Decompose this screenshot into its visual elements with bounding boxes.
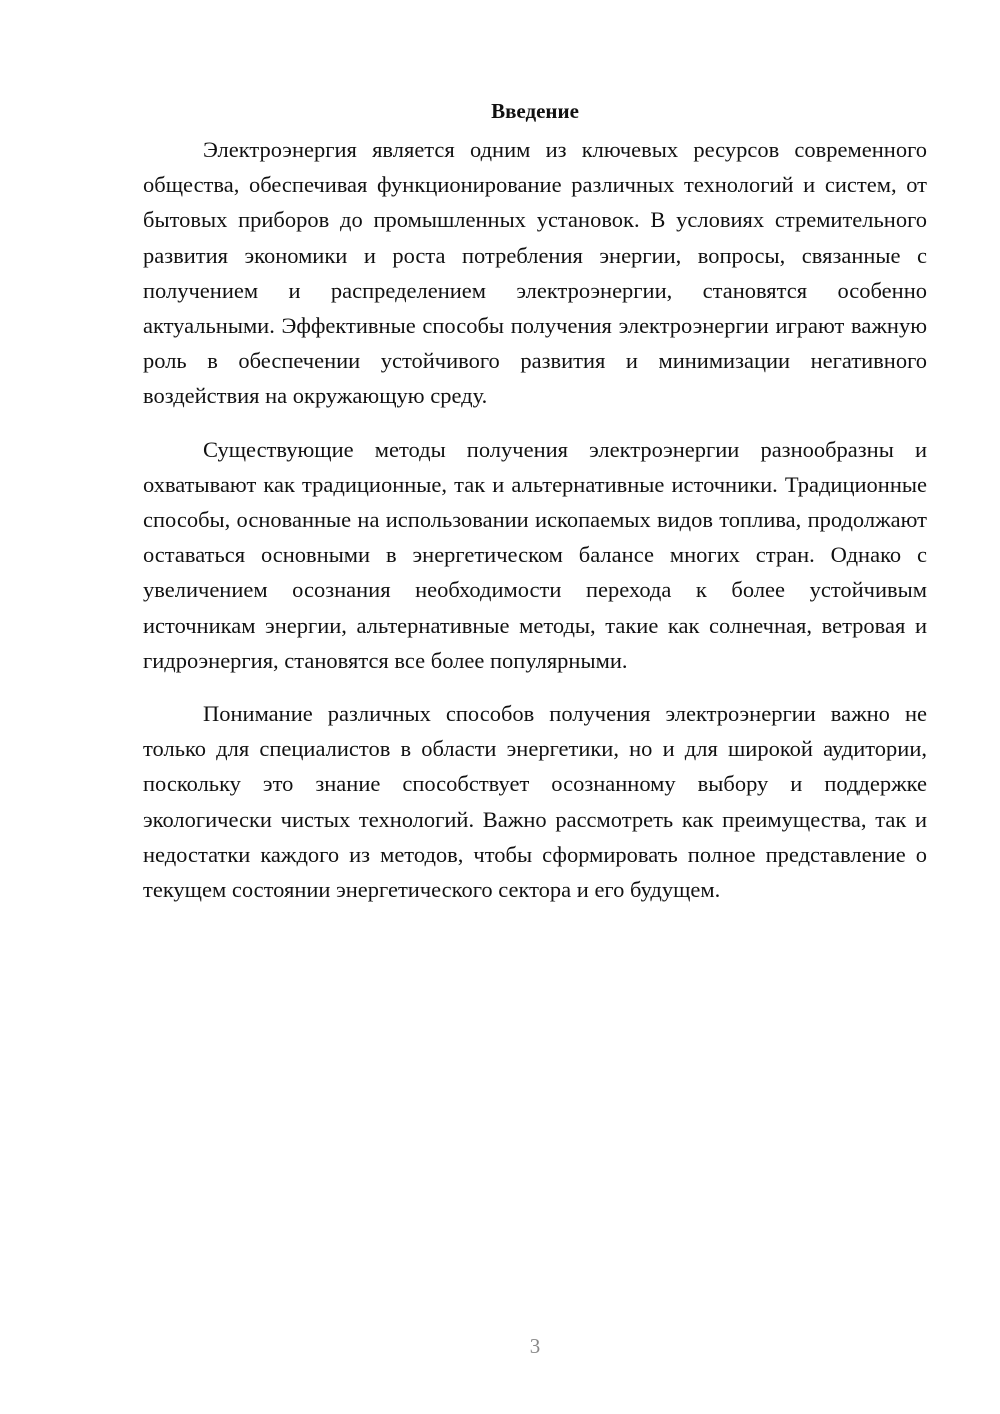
page-number: 3 <box>529 1334 541 1358</box>
page-content <box>143 96 927 925</box>
paragraph-1: Электроэнергия является одним из ключевых ресурсов современного общества, обеспечивая функционирование различных технологий и систем, от бытовых приборов до промышленных установок. В условиях стремительного развития экономики и роста потребления энергии, вопросы, связанные с получением и распределением электроэнергии, становятся особенно актуальными. Эффективные способы получения электроэнергии играют важную роль в обеспечении устойчивого развития и минимизации негативного воздействия на окружающую среду. <box>143 137 927 409</box>
section-title: Введение <box>491 99 579 123</box>
paragraph-3: Понимание различных способов получения электроэнергии важно не только для специалистов в области энергетики, но и для широкой аудитории, поскольку это знание способствует осознанному выбору и поддержке экологически чистых технологий. Важно рассмотреть как преимущества, так и недостатки каждого из методов, чтобы сформировать полное представление о текущем состоянии энергетического сектора и его будущем. <box>143 701 927 903</box>
paragraph-2: Существующие методы получения электроэнергии разнообразны и охватывают как традиционные, так и альтернативные источники. Традиционные способы, основанные на использовании ископаемых видов топлива, продолжают оставаться основными в энергетическом балансе многих стран. Однако с увеличением осознания необходимости перехода к более устойчивым источникам энергии, альтернативные методы, такие как солнечная, ветровая и гидроэнергия, становятся все более популярными. <box>143 436 927 673</box>
